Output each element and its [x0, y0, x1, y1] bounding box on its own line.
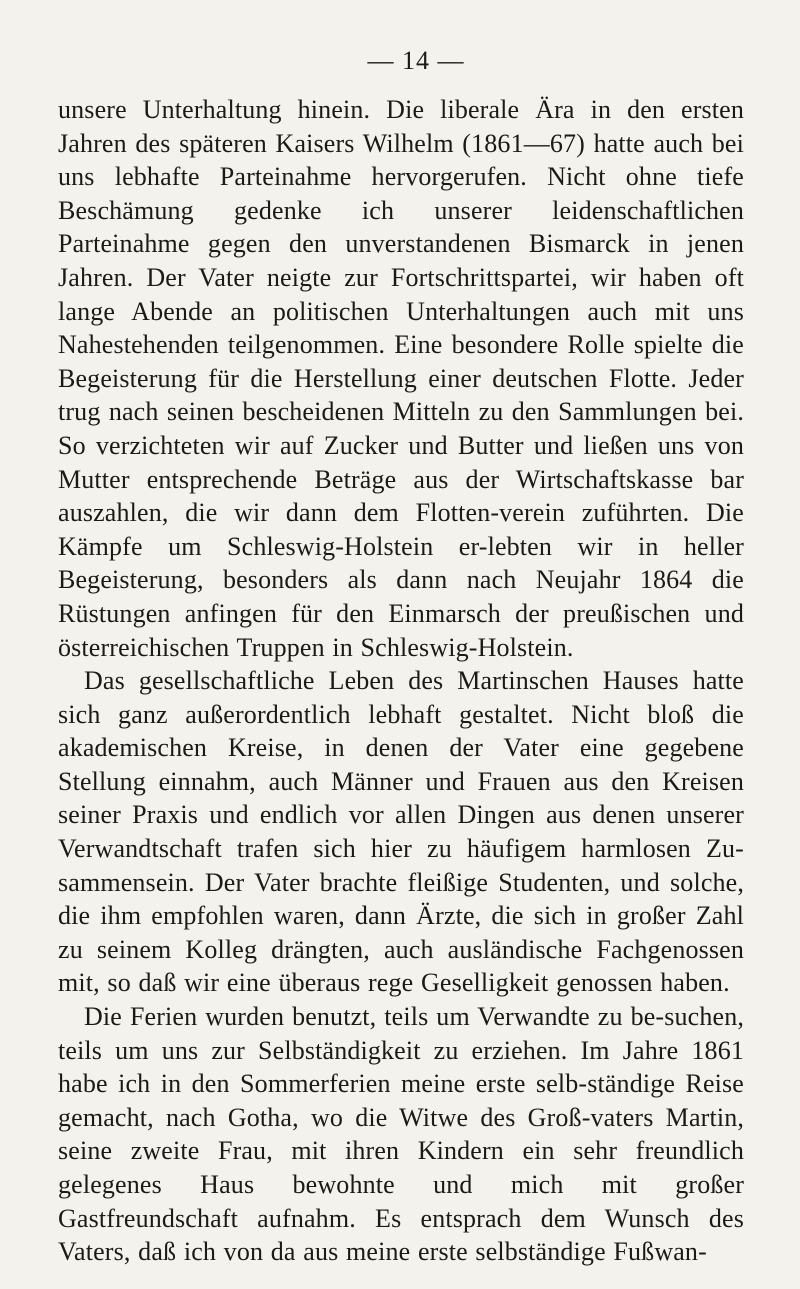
paragraph-3: Die Ferien wurden benutzt, teils um Verwandte zu be-suchen, teils um uns zur Selbständigkeit zu erziehen. Im Jahre 1861 habe ich in den Sommerferien meine erste selb-ständige Reise gemacht, nach Gotha, wo die Witwe des Groß-vaters Martin, seine zweite Frau, mit ihren Kindern ein sehr freundlich gelegenes Haus bewohnte und mich mit großer Gastfreundschaft aufnahm. Es entsprach dem Wunsch des Vaters, daß ich von da aus meine erste selbständige Fußwan- [58, 1002, 744, 1267]
paragraph-1: unsere Unterhaltung hinein. Die liberale Ära in den ersten Jahren des späteren Kaisers Wilhelm (1861—67) hatte auch bei uns lebhafte Parteinahme hervorgerufen. Nicht ohne tiefe Beschämung gedenke ich unserer leidenschaftlichen Parteinahme gegen den unverstandenen Bismarck in jenen Jahren. Der Vater neigte zur Fortschrittspartei, wir haben oft lange Abende an politischen Unterhaltungen auch mit uns Nahestehenden teilgenommen. Eine besondere Rolle spielte die Begeisterung für die Herstellung einer deutschen Flotte. Jeder trug nach seinen bescheidenen Mitteln zu den Sammlungen bei. So verzichteten wir auf Zucker und Butter und ließen uns von Mutter entsprechende Beträge aus der Wirtschaftskasse bar auszahlen, die wir dann dem Flotten-verein zuführten. Die Kämpfe um Schleswig-Holstein er-lebten wir in heller Begeisterung, besonders als dann nach Neujahr 1864 die Rüstungen anfingen für den Einmarsch der preußischen und österreichischen Truppen in Schleswig-Holstein. [58, 95, 744, 662]
page-number: — 14 — [367, 46, 465, 75]
paragraph-2: Das gesellschaftliche Leben des Martinschen Hauses hatte sich ganz außerordentlich lebhaft gestaltet. Nicht bloß die akademischen Kreise, in denen der Vater eine gegebene Stellung einnahm, auch Männer und Frauen aus den Kreisen seiner Praxis und endlich vor allen Dingen aus denen unserer Verwandtschaft trafen sich hier zu häufigem harmlosen Zu-sammensein. Der Vater brachte fleißige Studenten, und solche, die ihm empfohlen waren, dann Ärzte, die sich in großer Zahl zu seinem Kolleg drängten, auch ausländische Fachgenossen mit, so daß wir eine überaus rege Geselligkeit genossen haben. [58, 666, 744, 998]
